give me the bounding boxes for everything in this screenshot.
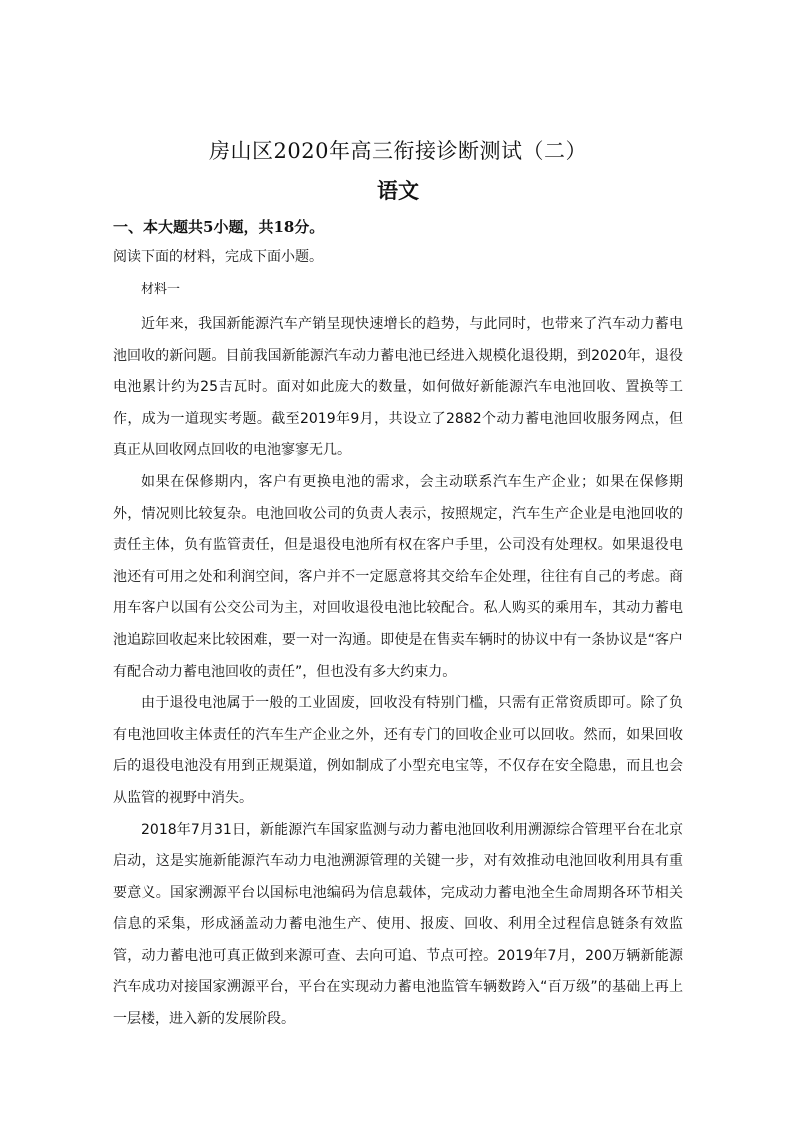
document-title: 房山区2020年高三衔接诊断测试（二）	[209, 139, 587, 163]
material-label: 材料一	[141, 282, 181, 297]
reading-instruction: 阅读下面的材料，完成下面小题。	[113, 249, 323, 265]
subject-title: 语文	[377, 178, 419, 203]
paragraph-1: 近年来，我国新能源汽车产销呈现快速增长的趋势，与此同时，也带来了汽车动力蓄电池回收的新问题。目前我国新能源汽车动力蓄电池已经进入规模化退役期，到2020年，退役电池累计约为25吉瓦时。面对如此庞大的数量，如何做好新能源汽车电池回收、置换等工作，成为一道现实考题。截至2019年9月，共设立了2882个动力蓄电池回收服务网点，但真正从回收网点回收的电池寥寥无几。	[113, 316, 683, 459]
material-body	[113, 309, 683, 1036]
section-heading: 一、本大题共5小题，共18分。	[113, 218, 325, 236]
document-page	[113, 0, 683, 1123]
paragraph-3: 由于退役电池属于一般的工业固废，回收没有特别门槛，只需有正常资质即可。除了负有电池回收主体责任的汽车生产企业之外，还有专门的回收企业可以回收。然而，如果回收后的退役电池没有用到正规渠道，例如制成了小型充电宝等，不仅存在安全隐患，而且也会从监管的视野中消失。	[113, 695, 683, 806]
paragraph-2: 如果在保修期内，客户有更换电池的需求，会主动联系汽车生产企业；如果在保修期外，情况则比较复杂。电池回收公司的负责人表示，按照规定，汽车生产企业是电池回收的责任主体，负有监管责任，但是退役电池所有权在客户手里，公司没有处理权。如果退役电池还有可用之处和利润空间，客户并不一定愿意将其交给车企处理，往往有自己的考虑。商用车客户以国有公交公司为主，对回收退役电池比较配合。私人购买的乘用车，其动力蓄电池追踪回收起来比较困难，要一对一沟通。即使是在售卖车辆时的协议中有一条协议是“客户有配合动力蓄电池回收的责任”，但也没有多大约束力。	[113, 473, 683, 680]
paragraph-4: 2018年7月31日，新能源汽车国家监测与动力蓄电池回收利用溯源综合管理平台在北京启动，这是实施新能源汽车动力电池溯源管理的关键一步，对有效推动电池回收利用具有重要意义。国家溯源平台以国标电池编码为信息载体，完成动力蓄电池全生命周期各环节相关信息的采集，形成涵盖动力蓄电池生产、使用、报废、回收、利用全过程信息链条有效监管，动力蓄电池可真正做到来源可查、去向可追、节点可控。2019年7月，200万辆新能源汽车成功对接国家溯源平台，平台在实现动力蓄电池监管车辆数跨入“百万级”的基础上再上一层楼，进入新的发展阶段。	[113, 821, 683, 1028]
